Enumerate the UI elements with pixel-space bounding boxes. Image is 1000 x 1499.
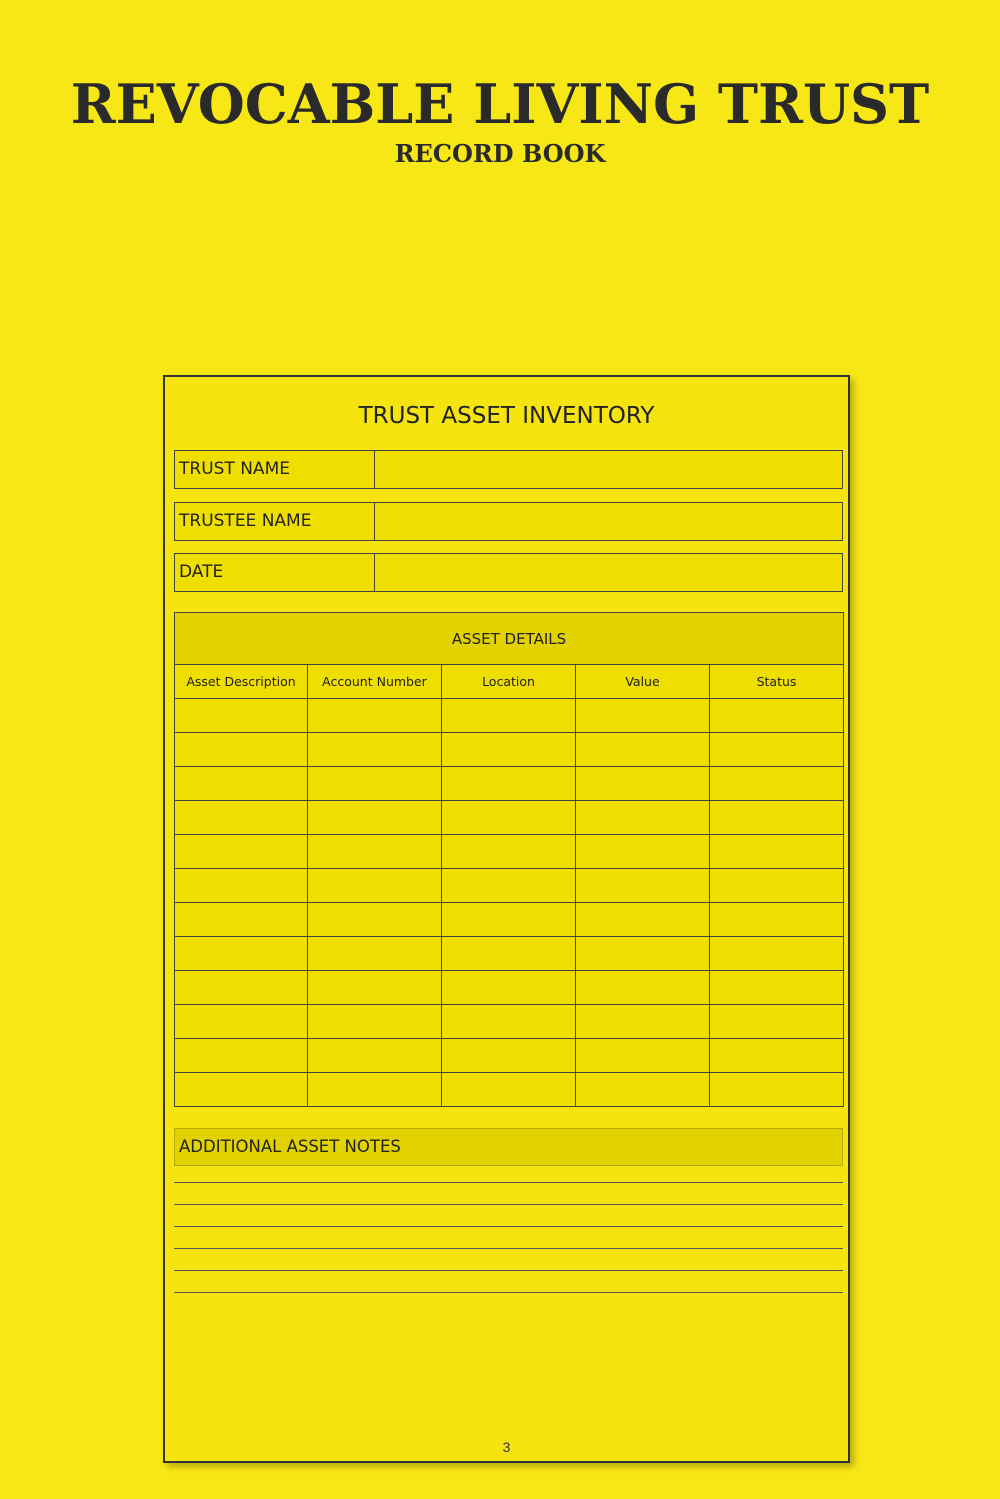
cell-account-number[interactable] <box>308 971 442 1005</box>
cell-account-number[interactable] <box>308 1005 442 1039</box>
cell-account-number[interactable] <box>308 1073 442 1107</box>
table-row <box>175 767 844 801</box>
cell-account-number[interactable] <box>308 903 442 937</box>
note-line[interactable] <box>174 1204 843 1205</box>
cell-status[interactable] <box>710 869 844 903</box>
trustee-name-row <box>174 502 843 541</box>
cell-value[interactable] <box>576 971 710 1005</box>
cell-account-number[interactable] <box>308 767 442 801</box>
cell-value[interactable] <box>576 699 710 733</box>
cell-asset-description[interactable] <box>175 869 308 903</box>
additional-notes-heading: ADDITIONAL ASSET NOTES <box>174 1128 843 1166</box>
cell-asset-description[interactable] <box>175 699 308 733</box>
cell-account-number[interactable] <box>308 1039 442 1073</box>
cell-value[interactable] <box>576 801 710 835</box>
cell-value[interactable] <box>576 903 710 937</box>
cell-asset-description[interactable] <box>175 1073 308 1107</box>
cell-asset-description[interactable] <box>175 767 308 801</box>
page-number: 3 <box>502 1439 511 1455</box>
cell-account-number[interactable] <box>308 835 442 869</box>
cell-account-number[interactable] <box>308 801 442 835</box>
table-row <box>175 835 844 869</box>
note-line[interactable] <box>174 1248 843 1249</box>
cell-value[interactable] <box>576 937 710 971</box>
asset-rows <box>175 699 844 1107</box>
cell-location[interactable] <box>442 1073 576 1107</box>
column-header-account-number: Account Number <box>308 665 442 699</box>
cell-status[interactable] <box>710 1005 844 1039</box>
cell-status[interactable] <box>710 733 844 767</box>
cell-status[interactable] <box>710 1039 844 1073</box>
cell-value[interactable] <box>576 767 710 801</box>
cover-title: REVOCABLE LIVING TRUST <box>70 72 930 136</box>
table-row <box>175 1073 844 1107</box>
date-field[interactable] <box>375 554 842 591</box>
cell-status[interactable] <box>710 699 844 733</box>
column-header-status: Status <box>710 665 844 699</box>
sheet-title: TRUST ASSET INVENTORY <box>358 403 655 429</box>
cell-value[interactable] <box>576 733 710 767</box>
trustee-name-label: TRUSTEE NAME <box>175 503 375 540</box>
cell-location[interactable] <box>442 733 576 767</box>
cell-status[interactable] <box>710 971 844 1005</box>
asset-details-table <box>174 612 844 1107</box>
cell-account-number[interactable] <box>308 937 442 971</box>
cell-location[interactable] <box>442 835 576 869</box>
table-row <box>175 971 844 1005</box>
cell-asset-description[interactable] <box>175 835 308 869</box>
trust-name-label: TRUST NAME <box>175 451 375 488</box>
cell-status[interactable] <box>710 835 844 869</box>
cell-value[interactable] <box>576 835 710 869</box>
cell-account-number[interactable] <box>308 869 442 903</box>
note-line[interactable] <box>174 1292 843 1293</box>
cell-account-number[interactable] <box>308 733 442 767</box>
cell-location[interactable] <box>442 767 576 801</box>
note-line[interactable] <box>174 1270 843 1271</box>
cell-account-number[interactable] <box>308 699 442 733</box>
cover-subtitle: RECORD BOOK <box>394 139 606 168</box>
date-row <box>174 553 843 592</box>
cell-asset-description[interactable] <box>175 1039 308 1073</box>
cell-location[interactable] <box>442 699 576 733</box>
note-line[interactable] <box>174 1226 843 1227</box>
column-header-asset-description: Asset Description <box>175 665 308 699</box>
column-header-location: Location <box>442 665 576 699</box>
cell-location[interactable] <box>442 869 576 903</box>
date-label: DATE <box>175 554 375 591</box>
trustee-name-field[interactable] <box>375 503 842 540</box>
cell-value[interactable] <box>576 1005 710 1039</box>
table-row <box>175 1039 844 1073</box>
cell-location[interactable] <box>442 1039 576 1073</box>
cell-status[interactable] <box>710 801 844 835</box>
cell-value[interactable] <box>576 1073 710 1107</box>
asset-details-heading: ASSET DETAILS <box>175 613 844 665</box>
table-row <box>175 869 844 903</box>
table-row <box>175 699 844 733</box>
cell-asset-description[interactable] <box>175 971 308 1005</box>
note-line[interactable] <box>174 1182 843 1183</box>
cell-asset-description[interactable] <box>175 733 308 767</box>
cell-value[interactable] <box>576 869 710 903</box>
cell-status[interactable] <box>710 937 844 971</box>
cell-status[interactable] <box>710 767 844 801</box>
column-header-value: Value <box>576 665 710 699</box>
table-row <box>175 733 844 767</box>
table-row <box>175 903 844 937</box>
table-row <box>175 801 844 835</box>
cell-status[interactable] <box>710 1073 844 1107</box>
table-row <box>175 1005 844 1039</box>
cell-location[interactable] <box>442 1005 576 1039</box>
inventory-sheet <box>163 375 850 1463</box>
cell-asset-description[interactable] <box>175 801 308 835</box>
cell-location[interactable] <box>442 937 576 971</box>
cell-location[interactable] <box>442 971 576 1005</box>
cell-location[interactable] <box>442 801 576 835</box>
trust-name-field[interactable] <box>375 451 842 488</box>
cell-location[interactable] <box>442 903 576 937</box>
cell-asset-description[interactable] <box>175 937 308 971</box>
cell-status[interactable] <box>710 903 844 937</box>
table-row <box>175 937 844 971</box>
cell-value[interactable] <box>576 1039 710 1073</box>
trust-name-row <box>174 450 843 489</box>
cell-asset-description[interactable] <box>175 1005 308 1039</box>
cell-asset-description[interactable] <box>175 903 308 937</box>
